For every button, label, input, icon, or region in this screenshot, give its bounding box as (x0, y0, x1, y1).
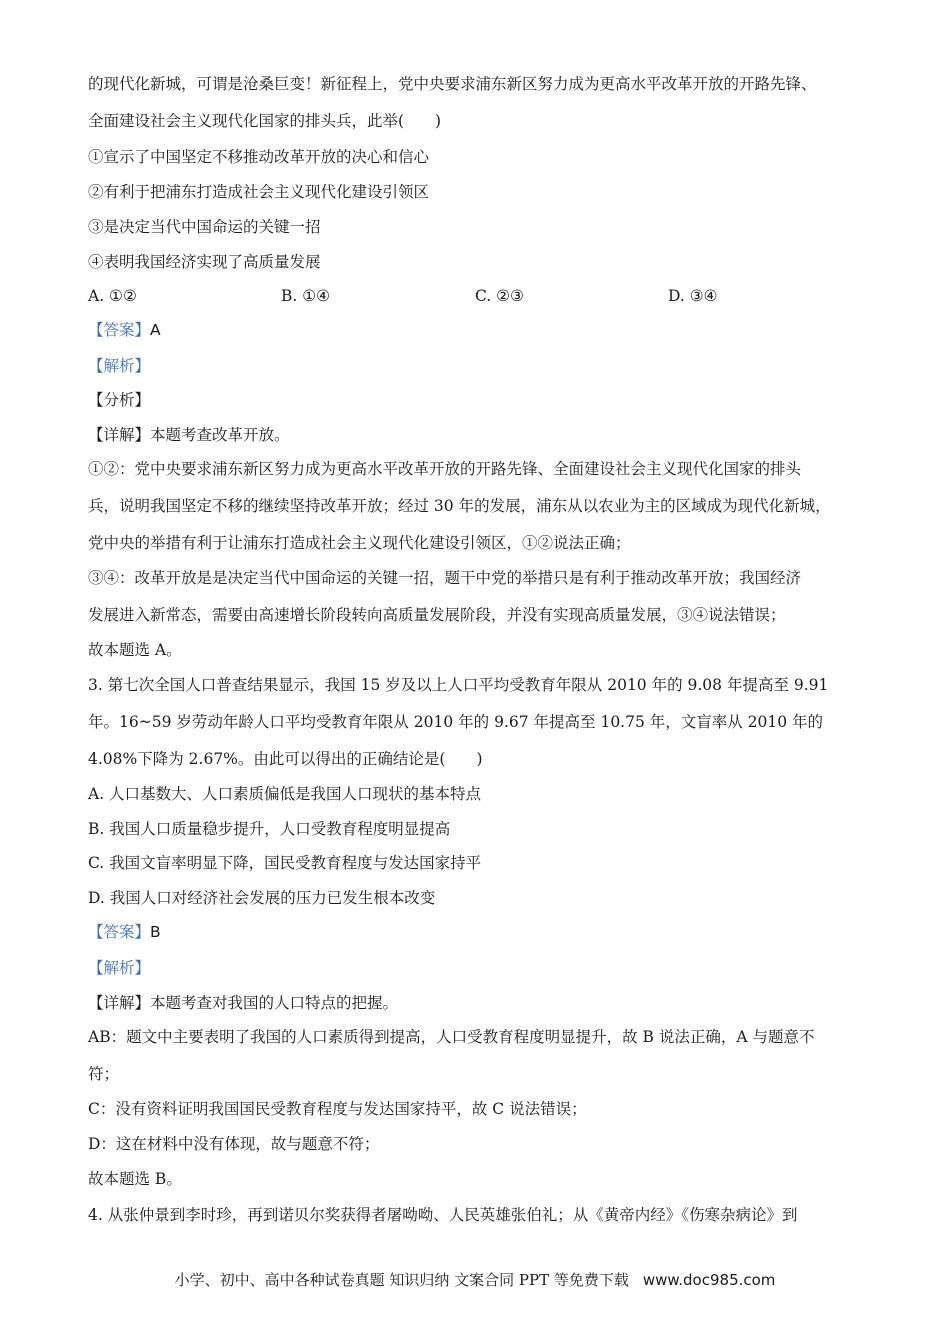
q2-option-b: B. ①④ (281, 287, 331, 305)
q3-answer (88, 922, 161, 942)
q2-stem-line-2: 全面建设社会主义现代化国家的排头兵，此举( ) (88, 112, 442, 130)
q3-option-c: C. 我国文盲率明显下降，国民受教育程度与发达国家持平 (88, 854, 482, 872)
q2-analysis-tag: 【解析】 (88, 357, 151, 375)
q2-option-c: C. ②③ (475, 287, 524, 305)
q2-stem-line-1: 的现代化新城，可谓是沧桑巨变！新征程上，党中央要求浦东新区努力成为更高水平改革开放的开路先锋、 (88, 75, 817, 93)
q3-stem-line-2: 年。16~59 岁劳动年龄人口平均受教育年限从 2010 年的 9.67 年提高至 10.75 年，文盲率从 2010 年的 (88, 713, 824, 731)
q3-explain-ab-line-2: 符； (88, 1065, 120, 1083)
q2-option-d: D. ③④ (668, 287, 718, 305)
q2-item-1: ①宣示了中国坚定不移推动改革开放的决心和信心 (88, 148, 430, 166)
q2-answer-tag: 【答案】 (88, 321, 151, 339)
footer-text: 小学、初中、高中各种试卷真题 知识归纳 文案合同 PPT 等免费下载 (174, 1271, 629, 1289)
q3-detail-tag: 【详解】 (88, 994, 151, 1012)
q3-option-b: B. 我国人口质量稳步提升，人口受教育程度明显提高 (88, 820, 451, 838)
q2-detail-text: 本题考查改革开放。 (150, 426, 290, 444)
q2-item-2: ②有利于把浦东打造成社会主义现代化建设引领区 (88, 183, 430, 201)
q3-answer-tag: 【答案】 (88, 923, 151, 941)
q2-explain-2-line-2: 发展进入新常态，需要由高速增长阶段转向高质量发展阶段，并没有实现高质量发展，③④说法错误； (88, 606, 786, 624)
q2-explain-2-line-1: ③④：改革开放是是决定当代中国命运的关键一招，题干中党的举措只是有利于推动改革开放；我国经济 (88, 569, 802, 587)
q2-conclusion: 故本题选 A。 (88, 641, 182, 659)
footer-site-link[interactable]: www.doc985.com (642, 1271, 776, 1289)
q2-explain-1-line-1: ①②：党中央要求浦东新区努力成为更高水平改革开放的开路先锋、全面建设社会主义现代化国家的排头 (88, 460, 802, 478)
q3-answer-value: B (150, 923, 161, 941)
q3-explain-c: C：没有资料证明我国国民受教育程度与发达国家持平，故 C 说法错误； (88, 1100, 587, 1118)
q3-explain-ab-line-1: AB：题文中主要表明了我国的人口素质得到提高，人口受教育程度明显提升，故 B 说法正确，A 与题意不 (88, 1028, 815, 1046)
q3-option-d: D. 我国人口对经济社会发展的压力已发生根本改变 (88, 889, 436, 907)
q3-stem-line-3: 4.08%下降为 2.67%。由此可以得出的正确结论是( ) (88, 750, 483, 768)
q2-answer (88, 320, 161, 340)
q2-detail (88, 425, 290, 445)
q3-conclusion: 故本题选 B。 (88, 1170, 182, 1188)
q3-explain-d: D：这在材料中没有体现，故与题意不符； (88, 1135, 380, 1153)
q2-detail-tag: 【详解】 (88, 426, 151, 444)
q2-explain-1-line-2: 兵，说明我国坚定不移的继续坚持改革开放；经过 30 年的发展，浦东从以农业为主的区域成为现代化新城， (88, 497, 831, 515)
page-footer (0, 1270, 950, 1290)
q3-stem-line-1: 3. 第七次全国人口普查结果显示，我国 15 岁及以上人口平均受教育年限从 2010 年的 9.08 年提高至 9.91 (88, 676, 829, 694)
q2-item-4: ④表明我国经济实现了高质量发展 (88, 253, 321, 271)
q4-stem-line-1: 4. 从张仲景到李时珍，再到诺贝尔奖获得者屠呦呦、人民英雄张伯礼；从《黄帝内经》《伤寒杂病论》到 (88, 1206, 798, 1224)
q3-detail-text: 本题考查对我国的人口特点的把握。 (150, 994, 399, 1012)
q2-answer-value: A (150, 321, 161, 339)
q2-fenxi-tag: 【分析】 (88, 391, 151, 409)
q2-explain-1-line-3: 党中央的举措有利于让浦东打造成社会主义现代化建设引领区，①②说法正确； (88, 534, 631, 552)
q3-detail (88, 993, 398, 1013)
q2-item-3: ③是决定当代中国命运的关键一招 (88, 218, 321, 236)
q2-option-a: A. ①② (88, 287, 137, 305)
q3-analysis-tag: 【解析】 (88, 959, 151, 977)
q3-option-a: A. 人口基数大、人口素质偏低是我国人口现状的基本特点 (88, 785, 482, 803)
